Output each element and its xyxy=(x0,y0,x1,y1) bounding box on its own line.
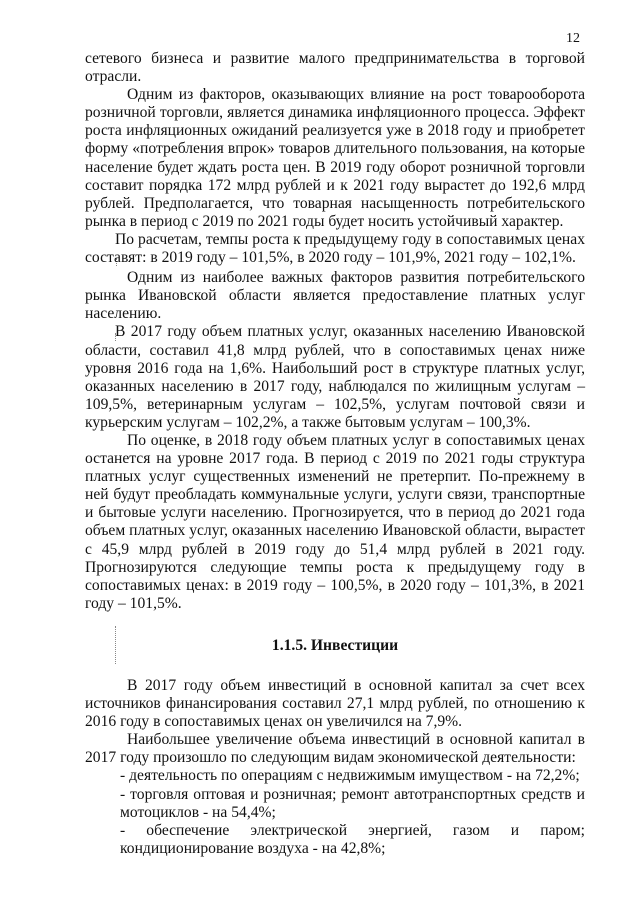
document-body xyxy=(85,50,585,858)
list-item: - торговля оптовая и розничная; ремонт автотранспортных средств и мотоциклов - на 54,4%; xyxy=(120,785,585,821)
list-item: - обеспечение электрической энергией, газом и паром; кондиционирование воздуха - на 42,8%; xyxy=(120,821,585,857)
paragraph: Одним из наиболее важных факторов развития потребительского рынка Ивановской области является предоставление платных услуг населению. xyxy=(85,269,585,323)
paragraph: В 2017 году объем платных услуг, оказанных населению Ивановской области, составил 41,8 млрд рублей, что в сопоставимых ценах ниже уровня 2016 года на 1,6%. Наибольший рост в структуре платных услуг, оказанных населению в 2017 году, наблюдался по жилищным услугам – 109,5%, ветеринарным услугам – 102,5%, услугам почтовой связи и курьерским услугам – 102,2%, а также бытовым услугам – 100,3%. xyxy=(85,323,585,431)
paragraph: сетевого бизнеса и развитие малого предпринимательства в торговой отрасли. xyxy=(85,50,585,86)
page-number: 12 xyxy=(566,31,580,46)
paragraph: Одним из факторов, оказывающих влияние на рост товарооборота розничной торговли, является динамика инфляционного процесса. Эффект роста инфляционных ожиданий реализуется уже в 2018 году и приобретет форму «потребления впрок» товаров длительного пользования, на которые население будет ждать роста цен. В 2019 году оборот розничной торговли составит порядка 172 млрд рублей и к 2021 году вырастет до 192,6 млрд рублей. Предполагается, что товарная насыщенность потребительского рынка в период с 2019 по 2021 годы будет носить устойчивый характер. xyxy=(85,86,585,230)
paragraph: По оценке, в 2018 году объем платных услуг в сопоставимых ценах останется на уровне 2017 года. В период с 2019 по 2021 годы структура платных услуг существенных изменений не претерпит. По-прежнему в ней будут преобладать коммунальные услуги, услуги связи, транспортные и бытовые услуги населению. Прогнозируется, что в период до 2021 года объем платных услуг, оказанных населению Ивановской области, вырастет с 45,9 млрд рублей в 2019 году до 51,4 млрд рублей в 2021 году. Прогнозируются следующие темпы роста к предыдущему году в сопоставимых ценах: в 2019 году – 100,5%, в 2020 году – 101,3%, в 2021 году – 101,5%. xyxy=(85,431,585,612)
section-heading: 1.1.5. Инвестиции xyxy=(271,636,399,654)
investment-growth-list xyxy=(120,767,585,857)
paragraph: По расчетам, темпы роста к предыдущему году в сопоставимых ценах составят: в 2019 году – 101,5%, в 2020 году – 101,9%, 2021 году – 102,1%. xyxy=(85,230,585,267)
paragraph: В 2017 году объем инвестиций в основной капитал за счет всех источников финансирования составил 27,1 млрд рублей, по отношению к 2016 году в сопоставимых ценах он увеличился на 7,9%. xyxy=(85,677,585,731)
list-item: - деятельность по операциям с недвижимым имуществом - на 72,2%; xyxy=(120,767,580,785)
paragraph: Наибольшее увеличение объема инвестиций в основной капитал в 2017 году произошло по следующим видам экономической деятельности: xyxy=(85,731,585,767)
